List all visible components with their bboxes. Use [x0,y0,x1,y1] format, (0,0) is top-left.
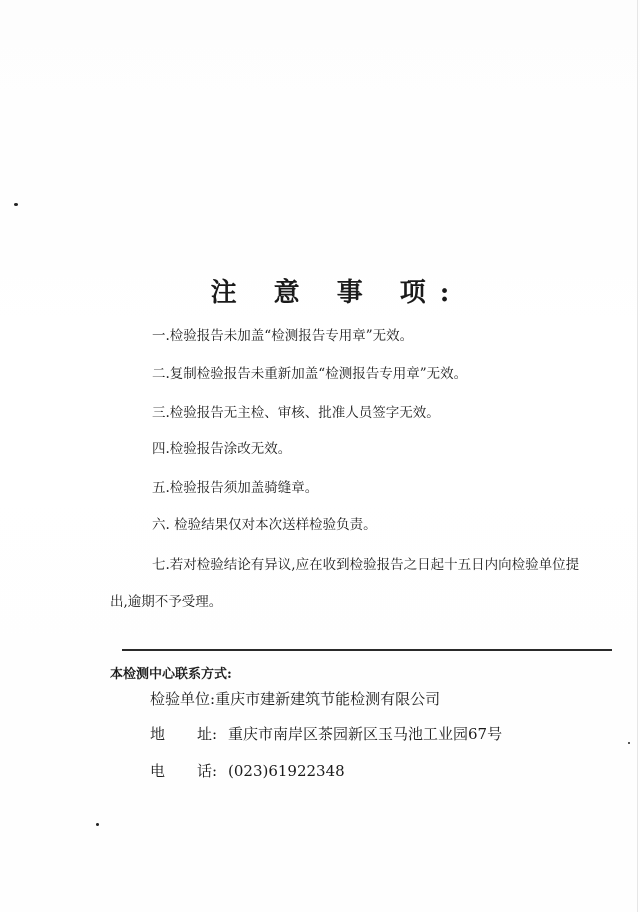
contact-address-row [150,723,502,744]
contact-phone-row [150,760,345,781]
notice-item-7: 七.若对检验结论有异议,应在收到检验报告之日起十五日内向检验单位提 [152,557,580,573]
notice-title: 注 意 事 项: [210,278,464,308]
notice-item-6: 六. 检验结果仅对本次送样检验负责。 [152,517,377,533]
notice-item-4: 四.检验报告涂改无效。 [152,441,292,457]
unit-value: 重庆市建新建筑节能检测有限公司 [215,690,441,708]
notice-item-7-continued: 出,逾期不予受理。 [110,594,223,610]
scan-speck [628,742,630,744]
scan-speck [14,203,18,206]
address-label-second: 址: [197,725,218,743]
phone-value: (023)61922348 [228,762,345,780]
notice-item-5: 五.检验报告须加盖骑缝章。 [152,480,319,496]
notice-item-3: 三.检验报告无主检、审核、批准人员签字无效。 [152,405,440,421]
phone-label-first: 电 [150,762,166,780]
unit-label: 检验单位: [150,690,216,708]
address-value: 重庆市南岸区茶园新区玉马池工业园67号 [228,725,503,743]
scan-speck [96,823,99,826]
notice-item-1: 一.检验报告未加盖“检测报告专用章”无效。 [152,328,414,344]
notice-item-2: 二.复制检验报告未重新加盖“检测报告专用章”无效。 [152,366,468,382]
contact-heading: 本检测中心联系方式: [110,667,232,682]
section-divider [122,649,612,651]
address-label-first: 地 [150,725,166,743]
contact-unit-row [150,688,440,709]
phone-label-second: 话: [197,762,218,780]
scan-edge [637,0,638,912]
